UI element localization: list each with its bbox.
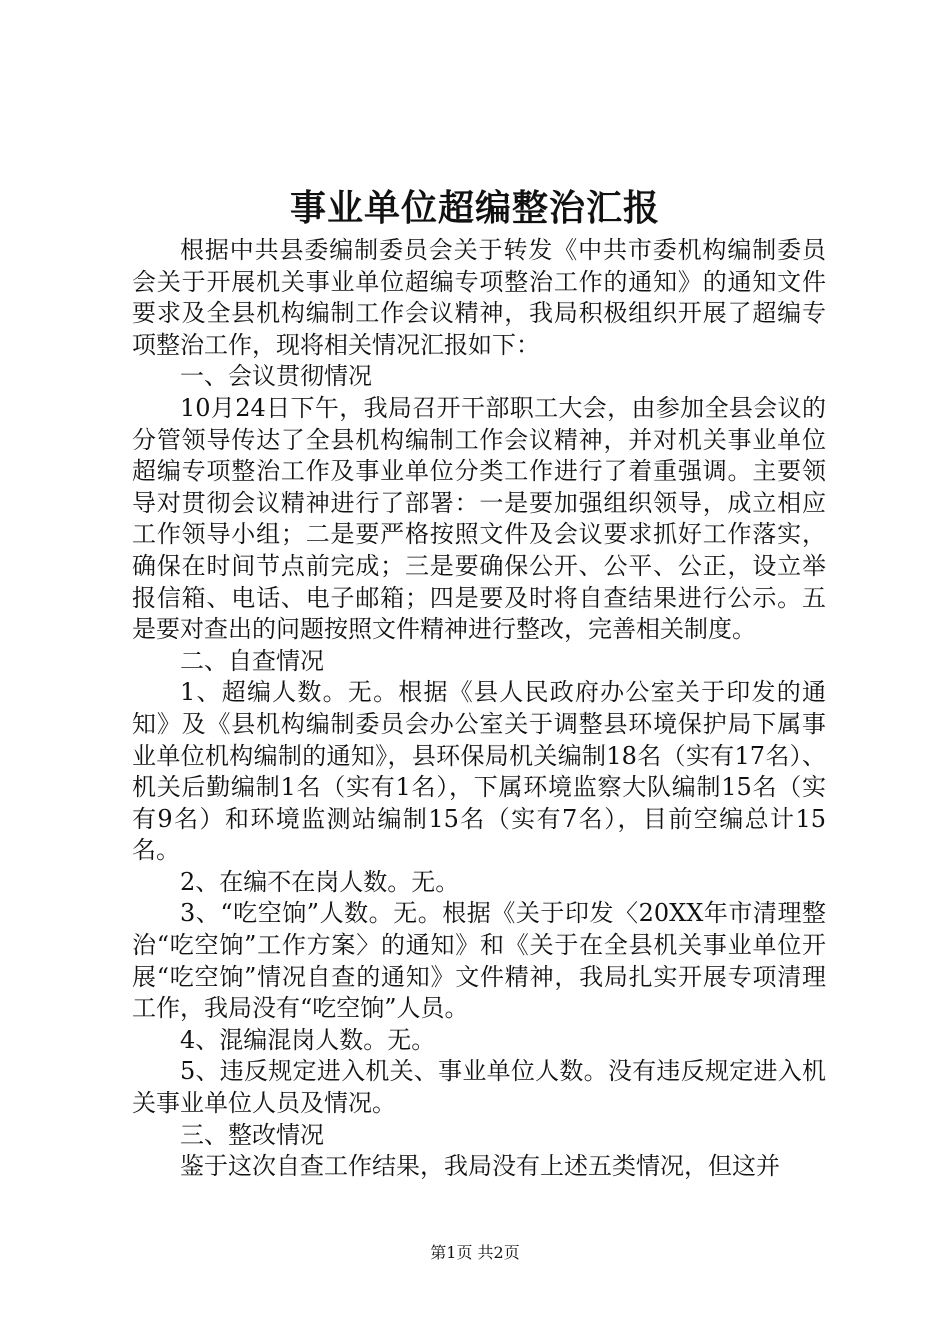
intro-paragraph: 根据中共县委编制委员会关于转发《中共市委机构编制委员会关于开展机关事业单位超编专项整治工作的通知》的通知文件要求及全县机构编制工作会议精神，我局积极组织开展了超编专项整治工作，现将相关情况汇报如下： bbox=[132, 236, 826, 359]
rectification-paragraph: 鉴于这次自查工作结果，我局没有上述五类情况，但这并 bbox=[180, 1152, 780, 1181]
item-3-paragraph: 3、“吃空饷”人数。无。根据《关于印发〈20XX年市清理整治“吃空饷”工作方案〉的通知》和《关于在全县机关事业单位开展“吃空饷”情况自查的通知》文件精神，我局扎实开展专项清理工作，我局没有“吃空饷”人员。 bbox=[132, 899, 826, 1023]
item-5-paragraph: 5、违反规定进入机关、事业单位人数。没有违反规定进入机关事业单位人员及情况。 bbox=[132, 1057, 826, 1118]
item-2-paragraph: 2、在编不在岗人数。无。 bbox=[180, 867, 460, 896]
document-title: 事业单位超编整治汇报 bbox=[289, 187, 660, 229]
item-4-paragraph: 4、混编混岗人数。无。 bbox=[180, 1025, 436, 1054]
section-heading-2: 二、自查情况 bbox=[180, 646, 324, 675]
page-footer: 第1页 共2页 bbox=[430, 1243, 520, 1262]
document-body bbox=[132, 235, 826, 1183]
meeting-paragraph: 10月24日下午，我局召开干部职工大会，由参加全县会议的分管领导传达了全县机构编制工作会议精神，并对机关事业单位超编专项整治工作及事业单位分类工作进行了着重强调。主要领导对贯彻会议精神进行了部署：一是要加强组织领导，成立相应工作领导小组；二是要严格按照文件及会议要求抓好工作落实，确保在时间节点前完成；三是要确保公开、公平、公正，设立举报信箱、电话、电子邮箱；四是要及时将自查结果进行公示。五是要对查出的问题按照文件精神进行整改，完善相关制度。 bbox=[132, 393, 826, 644]
section-heading-1: 一、会议贯彻情况 bbox=[180, 362, 372, 391]
item-1-paragraph: 1、超编人数。无。根据《县人民政府办公室关于印发的通知》及《县机构编制委员会办公室关于调整县环境保护局下属事业单位机构编制的通知》，县环保局机关编制18名（实有17名）、机关后勤编制1名（实有1名），下属环境监察大队编制15名（实有9名）和环境监测站编制15名（实有7名），目前空编总计15名。 bbox=[132, 678, 826, 865]
section-heading-3: 三、整改情况 bbox=[180, 1120, 324, 1149]
